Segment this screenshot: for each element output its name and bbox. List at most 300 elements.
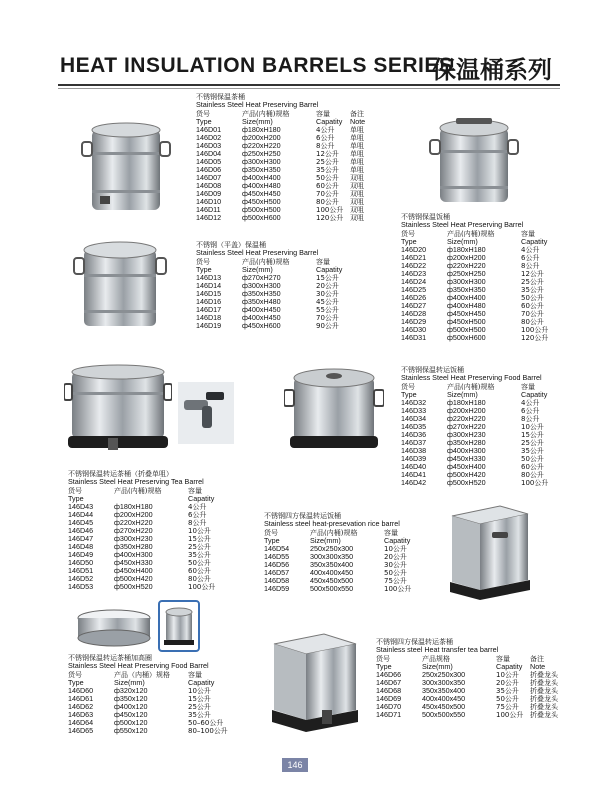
table-cell: 80公升 bbox=[521, 471, 544, 479]
table-cell: 100公升 bbox=[496, 711, 524, 719]
table-cell: 500x500x550 bbox=[310, 584, 354, 593]
header-cell: Type bbox=[401, 237, 417, 246]
rice-barrel-image bbox=[426, 106, 522, 210]
table-cell: 146D02 bbox=[196, 133, 222, 142]
table-cell: 146D06 bbox=[196, 165, 222, 174]
header-cell: 产品(内桶)规格 bbox=[114, 487, 162, 495]
table-cell: 146D37 bbox=[401, 438, 427, 447]
table-cell: ф350xH480 bbox=[242, 297, 281, 306]
transfer-food-barrel-image bbox=[284, 364, 384, 456]
table-cell: 60公升 bbox=[188, 567, 211, 575]
table-cell: 146D46 bbox=[68, 526, 94, 535]
table-cell: 25公升 bbox=[316, 158, 339, 166]
table-cell: 146D43 bbox=[68, 502, 94, 511]
table-cell: ф500xH520 bbox=[114, 582, 153, 591]
table-cell: 50公升 bbox=[188, 559, 211, 567]
table-cell: ф500xH520 bbox=[447, 478, 486, 487]
table-cell: 250x250x300 bbox=[422, 670, 466, 679]
table-cell: 146D35 bbox=[401, 422, 427, 431]
table-cell: 146D54 bbox=[264, 544, 290, 553]
table-cell: 折叠龙头 bbox=[530, 695, 558, 703]
header-cell: 货号 bbox=[401, 383, 415, 391]
table-cell: 146D19 bbox=[196, 321, 222, 330]
tap-detail-image bbox=[178, 382, 234, 444]
table-row bbox=[196, 322, 350, 330]
section-flat-lid-barrel bbox=[196, 241, 350, 330]
table-cell: 折叠龙头 bbox=[530, 679, 558, 687]
table-cell: 146D05 bbox=[196, 157, 222, 166]
table-cell: 70公升 bbox=[316, 314, 339, 322]
table-cell: 146D69 bbox=[376, 694, 402, 703]
table-cell: ф350xH280 bbox=[114, 542, 153, 551]
table-cell: 4公升 bbox=[316, 126, 335, 134]
table-cell: ф450xH400 bbox=[447, 462, 486, 471]
table-body bbox=[376, 671, 560, 719]
table-cell: 35公升 bbox=[496, 687, 519, 695]
header-cell: Type bbox=[264, 536, 280, 545]
table-cell: 12公升 bbox=[521, 270, 544, 278]
table-cell: 60公升 bbox=[316, 182, 339, 190]
table-cell: 300x300x350 bbox=[310, 552, 354, 561]
table-cell: ф450xH450 bbox=[447, 309, 486, 318]
table-row bbox=[196, 174, 380, 182]
table-cell: 146D71 bbox=[376, 710, 402, 719]
section-title-cn: 不锈钢四方保温转运茶桶 bbox=[376, 638, 453, 646]
table-cell: 100公升 bbox=[521, 479, 549, 487]
table-cell: 146D33 bbox=[401, 406, 427, 415]
table-cell: 单咀 bbox=[350, 150, 364, 158]
table-cell: ф400x120 bbox=[114, 702, 148, 711]
table-cell: 146D36 bbox=[401, 430, 427, 439]
table-cell: ф350xH350 bbox=[242, 289, 281, 298]
table-cell: 6公升 bbox=[521, 254, 540, 262]
table-cell: ф220xH220 bbox=[447, 261, 486, 270]
header-cell: 货号 bbox=[264, 529, 278, 537]
table-cell: 146D26 bbox=[401, 293, 427, 302]
header-cell: Capatity bbox=[496, 662, 523, 671]
table-cell: 146D29 bbox=[401, 317, 427, 326]
table-cell: 50–60公升 bbox=[188, 719, 224, 727]
header-cell: Capatity bbox=[316, 117, 343, 126]
square-tea-barrel-image bbox=[262, 624, 366, 740]
table-cell: ф180xH180 bbox=[447, 398, 486, 407]
section-square-tea-barrel bbox=[376, 638, 560, 719]
table-cell: ф180xH180 bbox=[242, 125, 281, 134]
header-cell: 容量 bbox=[384, 529, 398, 537]
table-cell: 146D15 bbox=[196, 289, 222, 298]
header-cell: Type bbox=[196, 265, 212, 274]
table-cell: 450x450x500 bbox=[310, 576, 354, 585]
table-cell: 500x500x550 bbox=[422, 710, 466, 719]
table-row bbox=[196, 198, 380, 206]
table-cell: 折叠龙头 bbox=[530, 671, 558, 679]
table-row bbox=[196, 158, 380, 166]
table-cell: 50公升 bbox=[384, 569, 407, 577]
section-heightening-ring bbox=[68, 654, 228, 735]
table-body bbox=[196, 126, 380, 222]
header-cell: Type bbox=[401, 390, 417, 399]
table-cell: 146D61 bbox=[68, 694, 94, 703]
table-cell: 35公升 bbox=[188, 711, 211, 719]
table-cell: ф180xH180 bbox=[447, 245, 486, 254]
table-cell: 146D30 bbox=[401, 325, 427, 334]
table-header-en bbox=[376, 663, 560, 671]
table-cell: 12公升 bbox=[316, 150, 339, 158]
table-cell: ф300xH300 bbox=[447, 277, 486, 286]
section-transfer-tea-barrel bbox=[68, 470, 222, 591]
table-row bbox=[196, 214, 380, 222]
table-cell: 10公升 bbox=[521, 423, 544, 431]
table-cell: 双咀 bbox=[350, 174, 364, 182]
table-cell: 90公升 bbox=[316, 322, 339, 330]
table-row bbox=[376, 679, 560, 687]
header-cell: 货号 bbox=[196, 110, 210, 118]
table-row bbox=[196, 126, 380, 134]
table-cell: 75公升 bbox=[384, 577, 407, 585]
table-body bbox=[401, 399, 555, 487]
table-cell: 60公升 bbox=[521, 302, 544, 310]
header-cell: Capatity bbox=[188, 678, 215, 687]
table-cell: 146D21 bbox=[401, 253, 427, 262]
table-cell: ф320x120 bbox=[114, 686, 148, 695]
tea-barrel-image bbox=[78, 112, 174, 216]
page-title-cn: 保温桶系列 bbox=[432, 56, 552, 84]
table-cell: ф400xH300 bbox=[447, 446, 486, 455]
table-cell: 146D09 bbox=[196, 189, 222, 198]
header-cell: 容量 bbox=[316, 110, 330, 118]
table-cell: ф500xH420 bbox=[447, 470, 486, 479]
table-cell: 146D68 bbox=[376, 686, 402, 695]
table-cell: 300x300x350 bbox=[422, 678, 466, 687]
table-body bbox=[401, 246, 555, 342]
table-cell: 146D51 bbox=[68, 566, 94, 575]
header-cell: Capatity bbox=[521, 237, 548, 246]
table-body bbox=[68, 686, 228, 735]
table-cell: ф400xH300 bbox=[114, 550, 153, 559]
section-title-cn: 不锈钢四方保温转运饭桶 bbox=[264, 512, 341, 520]
table-body bbox=[264, 545, 418, 593]
table-cell: 单咀 bbox=[350, 126, 364, 134]
table-cell: 4公升 bbox=[521, 246, 540, 254]
table-cell: 4公升 bbox=[188, 503, 207, 511]
table-cell: 250x250x300 bbox=[310, 544, 354, 553]
table-cell: 146D47 bbox=[68, 534, 94, 543]
header-cell: 货号 bbox=[376, 655, 390, 663]
table-cell: 146D31 bbox=[401, 333, 427, 342]
header-cell: 货号 bbox=[68, 671, 82, 679]
header-cell: Type bbox=[376, 662, 392, 671]
table-cell: 双咀 bbox=[350, 214, 364, 222]
table-cell: ф400xH400 bbox=[242, 173, 281, 182]
table-cell: 70公升 bbox=[316, 190, 339, 198]
table-row bbox=[196, 150, 380, 158]
header-cell: Size(mm) bbox=[114, 678, 145, 687]
header-cell: Size(mm) bbox=[447, 390, 478, 399]
table-cell: 8公升 bbox=[188, 519, 207, 527]
transfer-tea-barrel-image bbox=[64, 362, 172, 456]
table-cell: 400x400x450 bbox=[422, 694, 466, 703]
table-cell: 6公升 bbox=[188, 511, 207, 519]
table-cell: 双咀 bbox=[350, 206, 364, 214]
section-title-en: Stainless Steel Heat Preserving Barrel bbox=[401, 220, 524, 229]
table-cell: 146D27 bbox=[401, 301, 427, 310]
table-cell: 146D59 bbox=[264, 584, 290, 593]
table-cell: 4公升 bbox=[521, 399, 540, 407]
table-row bbox=[376, 711, 560, 719]
table-cell: 146D64 bbox=[68, 718, 94, 727]
table-cell: ф500xH500 bbox=[242, 205, 281, 214]
table-cell: 双咀 bbox=[350, 198, 364, 206]
table-cell: ф450xH330 bbox=[447, 454, 486, 463]
header-cell: 产品(内桶)规格 bbox=[310, 529, 358, 537]
table-row bbox=[196, 206, 380, 214]
table-cell: ф400xH480 bbox=[242, 181, 281, 190]
header-cell: 产品（内桶）规格 bbox=[114, 671, 170, 679]
table-cell: 15公升 bbox=[316, 274, 339, 282]
section-title-en: Stainless Steel Heat Preserving Food Barrel bbox=[401, 373, 542, 382]
table-cell: 60公升 bbox=[521, 463, 544, 471]
section-tea-barrel bbox=[196, 93, 380, 222]
table-cell: ф300xH300 bbox=[242, 157, 281, 166]
table-cell: ф400xH480 bbox=[447, 301, 486, 310]
table-cell: ф500xH600 bbox=[447, 333, 486, 342]
table-cell: 30公升 bbox=[384, 561, 407, 569]
table-cell: 146D25 bbox=[401, 285, 427, 294]
header-cell: 产品(内桶)规格 bbox=[447, 230, 495, 238]
section-title-en: Stainless Steel Heat Preserving Tea Barrel bbox=[68, 477, 204, 486]
header-cell: Capatity bbox=[316, 265, 343, 274]
header-cell: 备注 bbox=[530, 655, 544, 663]
table-cell: 35公升 bbox=[188, 551, 211, 559]
table-cell: ф220xH220 bbox=[114, 518, 153, 527]
table-cell: 400x400x450 bbox=[310, 568, 354, 577]
table-cell: 25公升 bbox=[521, 278, 544, 286]
table-cell: ф350xH350 bbox=[447, 285, 486, 294]
table-cell: ф300xH300 bbox=[242, 281, 281, 290]
table-cell: 双咀 bbox=[350, 190, 364, 198]
header-cell: 容量 bbox=[188, 487, 202, 495]
section-title-cn: 不锈钢保温转运茶桶（折叠单咀） bbox=[68, 470, 173, 478]
header-cell: Size(mm) bbox=[310, 536, 341, 545]
table-cell: 146D10 bbox=[196, 197, 222, 206]
table-cell: 50公升 bbox=[521, 294, 544, 302]
section-title-en: Stainless steel Heat transfer tea barrel bbox=[376, 645, 499, 654]
section-title-cn: 不锈钢保温转运饭桶 bbox=[401, 366, 464, 374]
table-cell: 146D45 bbox=[68, 518, 94, 527]
header-cell: Size(mm) bbox=[242, 265, 273, 274]
table-cell: 单咀 bbox=[350, 166, 364, 174]
header-cell: Type bbox=[68, 678, 84, 687]
table-cell: 单咀 bbox=[350, 158, 364, 166]
table-cell: 450x450x500 bbox=[422, 702, 466, 711]
table-row bbox=[376, 671, 560, 679]
table-cell: ф450xH400 bbox=[114, 566, 153, 575]
table-cell: 120公升 bbox=[521, 334, 549, 342]
page-title: HEAT INSULATION BARRELS SERIES bbox=[60, 54, 454, 77]
table-cell: 146D49 bbox=[68, 550, 94, 559]
table-cell: 146D14 bbox=[196, 281, 222, 290]
table-cell: 80–100公升 bbox=[188, 727, 228, 735]
table-cell: 8公升 bbox=[316, 142, 335, 150]
table-cell: ф400xH400 bbox=[447, 293, 486, 302]
table-cell: 8公升 bbox=[521, 262, 540, 270]
header-cell: Size(mm) bbox=[242, 117, 273, 126]
table-row bbox=[196, 182, 380, 190]
table-cell: ф450xH330 bbox=[114, 558, 153, 567]
table-cell: ф220xH220 bbox=[242, 141, 281, 150]
table-cell: ф350x120 bbox=[114, 694, 148, 703]
table-row bbox=[68, 726, 228, 735]
table-cell: 146D04 bbox=[196, 149, 222, 158]
table-cell: 70公升 bbox=[521, 310, 544, 318]
table-cell: 146D41 bbox=[401, 470, 427, 479]
table-cell: 80公升 bbox=[316, 198, 339, 206]
table-cell: 146D56 bbox=[264, 560, 290, 569]
table-cell: 单咀 bbox=[350, 142, 364, 150]
header-cell: Type bbox=[196, 117, 212, 126]
table-cell: 100公升 bbox=[188, 583, 216, 591]
header-cell: 容量 bbox=[521, 383, 535, 391]
table-cell: 80公升 bbox=[521, 318, 544, 326]
table-cell: ф250xH250 bbox=[242, 149, 281, 158]
table-cell: 10公升 bbox=[188, 687, 211, 695]
table-cell: 10公升 bbox=[384, 545, 407, 553]
table-cell: 双咀 bbox=[350, 182, 364, 190]
table-cell: 6公升 bbox=[316, 134, 335, 142]
table-cell: 146D01 bbox=[196, 125, 222, 134]
header-cell: Type bbox=[68, 494, 84, 503]
table-cell: 146D50 bbox=[68, 558, 94, 567]
table-cell: ф300xH230 bbox=[114, 534, 153, 543]
table-cell: ф200xH200 bbox=[242, 133, 281, 142]
page-number: 146 bbox=[282, 758, 308, 772]
table-row bbox=[376, 703, 560, 711]
table-cell: 25公升 bbox=[521, 439, 544, 447]
table-cell: 25公升 bbox=[188, 703, 211, 711]
table-cell: ф180xH180 bbox=[114, 502, 153, 511]
table-cell: 50公升 bbox=[316, 174, 339, 182]
table-cell: 146D38 bbox=[401, 446, 427, 455]
table-row bbox=[196, 166, 380, 174]
table-cell: 146D13 bbox=[196, 273, 222, 282]
header-cell: Capatity bbox=[384, 536, 411, 545]
table-cell: 146D23 bbox=[401, 269, 427, 278]
table-cell: 146D17 bbox=[196, 305, 222, 314]
section-title-cn: 不锈钢保温饭桶 bbox=[401, 213, 450, 221]
header-cell: 备注 bbox=[350, 110, 364, 118]
table-row bbox=[376, 695, 560, 703]
table-cell: 146D34 bbox=[401, 414, 427, 423]
table-cell: 55公升 bbox=[316, 306, 339, 314]
table-row bbox=[264, 585, 418, 593]
table-cell: 146D07 bbox=[196, 173, 222, 182]
header-cell: 产品(内桶)规格 bbox=[242, 258, 290, 266]
table-cell: 146D48 bbox=[68, 542, 94, 551]
table-cell: 146D66 bbox=[376, 670, 402, 679]
table-cell: 75公升 bbox=[496, 703, 519, 711]
table-cell: 146D18 bbox=[196, 313, 222, 322]
table-cell: 146D12 bbox=[196, 213, 222, 222]
table-cell: 146D22 bbox=[401, 261, 427, 270]
table-row bbox=[401, 334, 555, 342]
table-cell: 146D32 bbox=[401, 398, 427, 407]
table-cell: 146D44 bbox=[68, 510, 94, 519]
table-cell: ф250xH250 bbox=[447, 269, 486, 278]
table-cell: 15公升 bbox=[188, 535, 211, 543]
table-cell: ф200xH200 bbox=[447, 406, 486, 415]
section-title-cn: 不锈钢（平盖）保温桶 bbox=[196, 241, 266, 249]
table-cell: 20公升 bbox=[384, 553, 407, 561]
table-cell: ф400xH450 bbox=[242, 305, 281, 314]
table-row bbox=[196, 142, 380, 150]
table-cell: 15公升 bbox=[521, 431, 544, 439]
table-header-en bbox=[196, 118, 380, 126]
header-cell: Size(mm) bbox=[422, 662, 453, 671]
table-cell: 100公升 bbox=[384, 585, 412, 593]
table-cell: 35公升 bbox=[316, 166, 339, 174]
table-cell: ф500xH420 bbox=[114, 574, 153, 583]
table-cell: ф270xH220 bbox=[114, 526, 153, 535]
table-cell: 146D58 bbox=[264, 576, 290, 585]
table-cell: ф450xH500 bbox=[242, 197, 281, 206]
section-title-en: Stainless steel heat-presevation rice barrel bbox=[264, 519, 400, 528]
square-rice-barrel-image bbox=[440, 498, 536, 602]
table-cell: 146D39 bbox=[401, 454, 427, 463]
table-cell: 50公升 bbox=[496, 695, 519, 703]
table-cell: 80公升 bbox=[188, 575, 211, 583]
table-cell: 146D55 bbox=[264, 552, 290, 561]
section-title-en: Stainless Steel Heat Preserving Barrel bbox=[196, 100, 319, 109]
header-cell: Note bbox=[350, 117, 366, 126]
section-transfer-food-barrel bbox=[401, 366, 555, 487]
section-title-cn: 不锈钢保温茶桶 bbox=[196, 93, 245, 101]
header-cell: 货号 bbox=[401, 230, 415, 238]
section-rice-barrel bbox=[401, 213, 555, 342]
table-cell: 20公升 bbox=[496, 679, 519, 687]
table-row bbox=[68, 583, 222, 591]
table-cell: ф200xH200 bbox=[447, 253, 486, 262]
table-cell: 146D52 bbox=[68, 574, 94, 583]
table-cell: 146D11 bbox=[196, 205, 221, 214]
table-cell: 8公升 bbox=[521, 415, 540, 423]
table-cell: ф500x120 bbox=[114, 718, 148, 727]
header-cell: 容量 bbox=[188, 671, 202, 679]
table-row bbox=[196, 134, 380, 142]
header-cell: Size(mm) bbox=[447, 237, 478, 246]
table-cell: 20公升 bbox=[316, 282, 339, 290]
header-cell: 容量 bbox=[521, 230, 535, 238]
food-barrel-thumbnail-image bbox=[158, 600, 200, 652]
page-header bbox=[60, 50, 560, 84]
section-title-en: Stainless Steel Heat Preserving Food Barrel bbox=[68, 661, 209, 670]
table-cell: 100公升 bbox=[521, 326, 549, 334]
table-cell: 100公升 bbox=[316, 206, 344, 214]
table-cell: ф270xH220 bbox=[447, 422, 486, 431]
table-cell: 146D08 bbox=[196, 181, 222, 190]
section-square-rice-barrel bbox=[264, 512, 418, 593]
table-cell: 146D40 bbox=[401, 462, 427, 471]
header-cell: 产品规格 bbox=[422, 655, 450, 663]
table-cell: 146D16 bbox=[196, 297, 222, 306]
table-cell: 146D24 bbox=[401, 277, 427, 286]
table-cell: 折叠龙头 bbox=[530, 711, 558, 719]
header-cell: 产品(内桶)规格 bbox=[447, 383, 495, 391]
table-cell: 50公升 bbox=[521, 455, 544, 463]
table-cell: 146D63 bbox=[68, 710, 94, 719]
table-cell: 10公升 bbox=[496, 671, 519, 679]
table-cell: 146D70 bbox=[376, 702, 402, 711]
heightening-ring-image bbox=[74, 606, 154, 650]
